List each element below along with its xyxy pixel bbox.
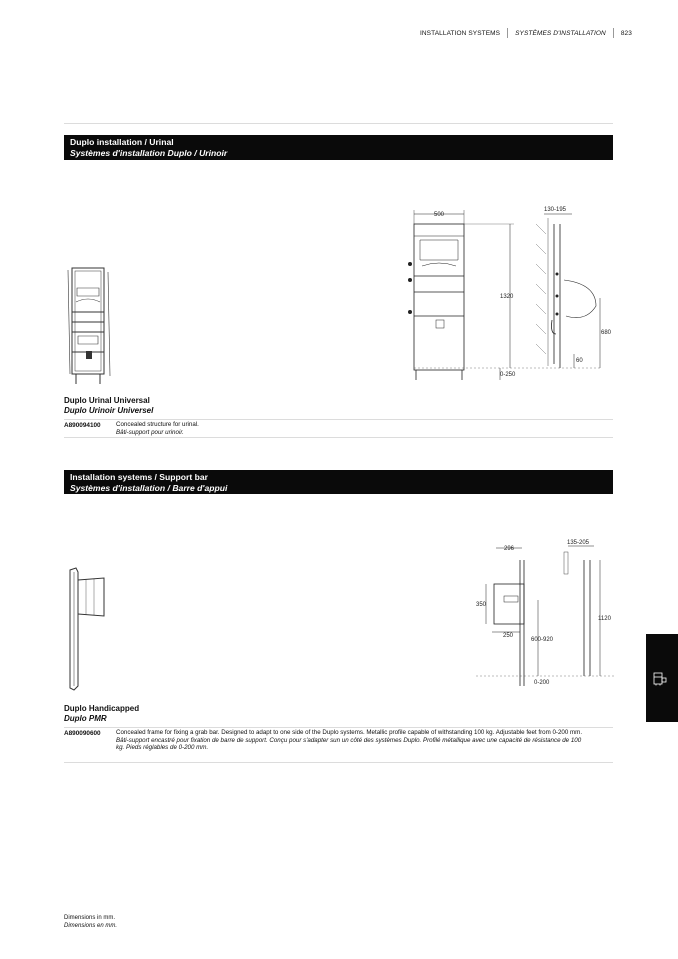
header-section-en: INSTALLATION SYSTEMS — [419, 29, 501, 37]
divider — [64, 419, 613, 420]
description-en: Concealed frame for fixing a grab bar. Designed to adapt to one side of the Duplo systems. Metallic profile capable of withstanding 100 kg. Adjustable feet from 0-200 mm. — [116, 729, 583, 736]
dim-height: 1320 — [500, 294, 514, 300]
divider — [64, 123, 613, 124]
support-bar-frame-image — [66, 566, 110, 692]
urinal-frame-image — [64, 266, 124, 390]
installation-frame-icon — [653, 672, 667, 686]
note-fr: Dimensions en mm. — [64, 923, 118, 929]
product-name-en: Duplo Handicapped — [64, 704, 140, 713]
dim-h350: 350 — [476, 602, 487, 608]
urinal-frame-diagram — [400, 204, 610, 390]
product-name-fr: Duplo Urinoir Universel — [64, 405, 154, 415]
divider — [64, 727, 613, 728]
dim-depth: 135-205 — [567, 540, 590, 546]
product-ref: A890094100 — [64, 422, 101, 429]
dim-width: 296 — [504, 546, 515, 552]
dim-height: 1120 — [598, 616, 611, 622]
section-title-fr: Systèmes d'installation / Barre d'appui — [70, 482, 228, 493]
product-description — [116, 729, 588, 752]
dim-depth: 130-195 — [544, 207, 567, 213]
dim-range: 600-920 — [531, 637, 554, 643]
section-title-fr: Systèmes d'installation Duplo / Urinoir — [70, 147, 228, 158]
product-name-en: Duplo Urinal Universal — [64, 396, 150, 405]
divider — [64, 437, 613, 438]
dim-feet: 0-250 — [500, 372, 516, 378]
header-divider — [613, 28, 614, 38]
product-ref: A890090600 — [64, 730, 101, 737]
support-bar-diagram — [476, 538, 616, 690]
description-fr: Bâti-support pour urinoir. — [116, 428, 184, 436]
page-number: 823 — [620, 29, 632, 37]
description-en: Concealed structure for urinal. — [116, 421, 199, 428]
note-en: Dimensions in mm. — [64, 915, 116, 921]
product-name — [64, 704, 139, 723]
section-title-band — [64, 135, 613, 160]
header-divider — [507, 28, 508, 38]
header-section-fr: SYSTÈMES D'INSTALLATION — [515, 29, 606, 37]
product-description — [116, 421, 606, 436]
chapter-tab[interactable] — [646, 634, 678, 722]
section-title-band — [64, 470, 613, 494]
page-header — [420, 28, 632, 38]
divider — [64, 762, 613, 763]
dimensions-note — [64, 914, 117, 930]
section-title-en: Duplo installation / Urinal — [70, 137, 174, 147]
dim-width: 500 — [434, 212, 445, 218]
description-fr: Bâti-support encastré pour fixation de barre de support. Conçu pour s'adapter sun un côté des systèmes Duplo. Profilé métallique avec une capacité de résistance de 100 kg. Pieds réglables de 0-200 mm. — [116, 736, 582, 752]
dim-h250: 250 — [503, 633, 514, 639]
product-name — [64, 396, 153, 415]
section-title-en: Installation systems / Support bar — [70, 472, 209, 482]
product-name-fr: Duplo PMR — [64, 713, 107, 723]
dim-feet: 0-200 — [534, 680, 550, 686]
dim-h60: 60 — [576, 358, 583, 364]
dim-h680: 680 — [601, 330, 612, 336]
